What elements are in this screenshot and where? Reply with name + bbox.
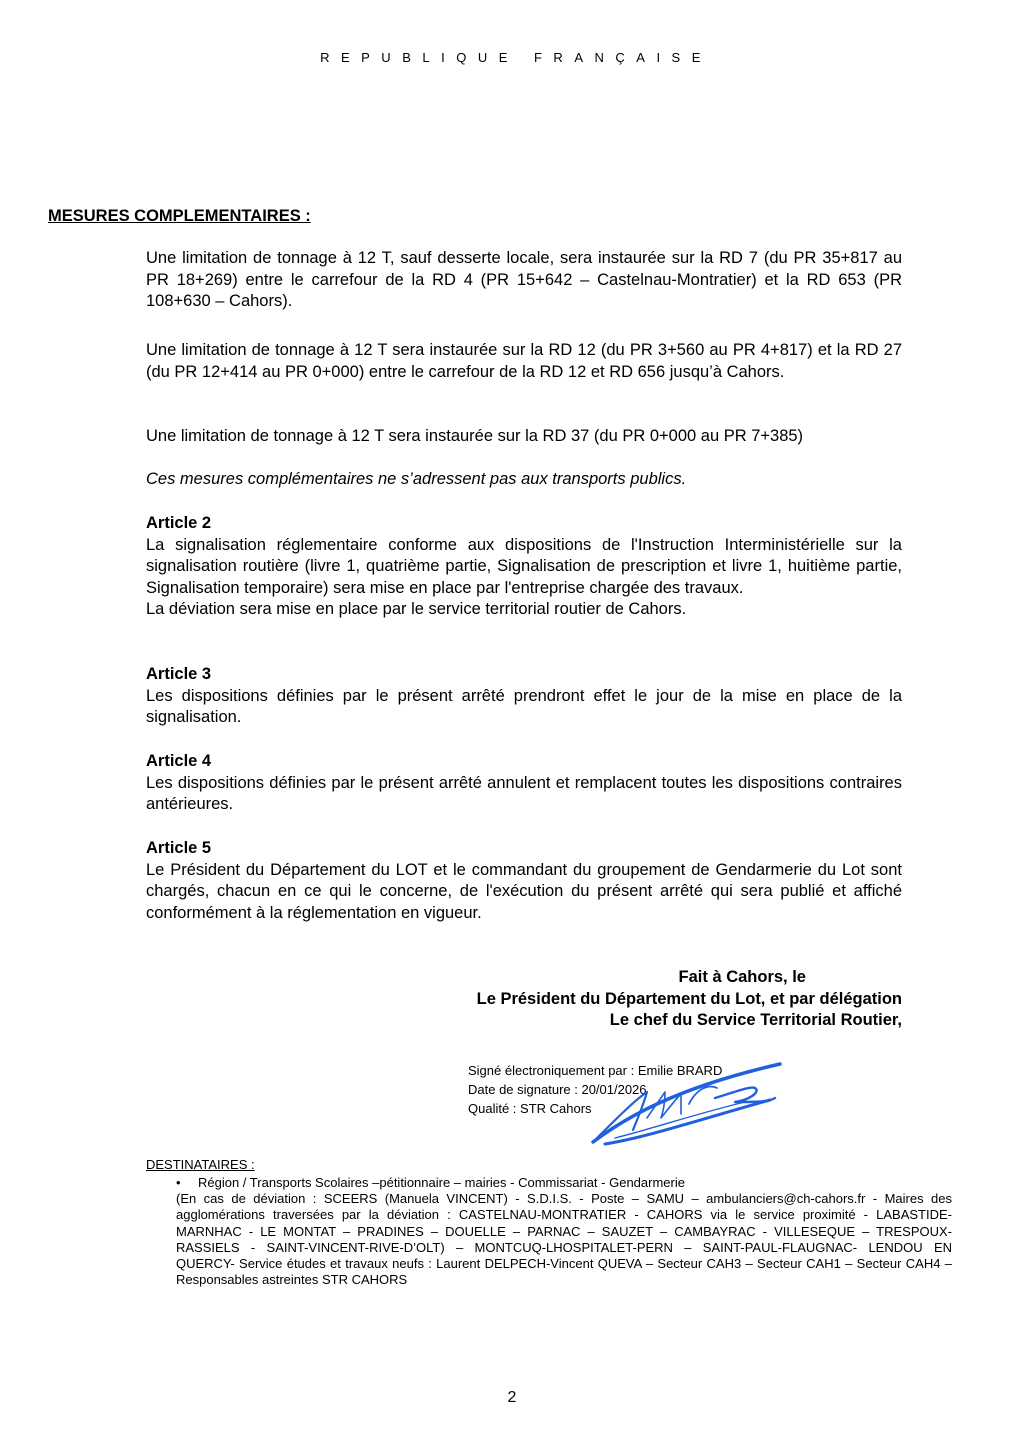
article-title: Article 3 [146, 665, 212, 683]
signature-block [380, 967, 902, 1032]
measure-text: Une limitation de tonnage à 12 T, sauf desserte locale, sera instaurée sur la RD 7 (du PR 35+817 au PR 18+269) entre le carrefour de la RD 4 (PR 15+642 – Castelnau-Montratier) et la RD 653 (PR 108+630 – Cahors). [146, 249, 902, 310]
article-paragraph: La déviation sera mise en place par le service territorial routier de Cahors. [146, 600, 687, 618]
measures-note: Ces mesures complémentaires ne s’adressent pas aux transports publics. [146, 470, 687, 488]
measure-text: Une limitation de tonnage à 12 T sera instaurée sur la RD 12 (du PR 3+560 au PR 4+817) et la RD 27 (du PR 12+414 au PR 0+000) entre le carrefour de la RD 12 et RD 656 jusqu’à Cahors. [146, 341, 902, 381]
article-title: Article 4 [146, 752, 212, 770]
recipients-details: (En cas de déviation : SCEERS (Manuela VINCENT) - S.D.I.S. - Poste – SAMU – ambulanciers@ch-cahors.fr - Maires des agglomérations traversées par la déviation : CASTELNAU-MONTRATIER - CAHORS via le service proximité - LABASTIDE-MARNHAC - LE MONTAT – PRADINES – DOUELLE – PARNAC – SAUZET – CAMBAYRAC - VILLESEQUE – TRESPOUX-RASSIELS - SAINT-VINCENT-RIVE-D’OLT) – MONTCUQ-LHOSPITALET-PERN – SAINT-PAUL-FLAUGNAC- LENDOU EN QUERCY- Service études et travaux neufs : Laurent DELPECH-Vincent QUEVA – Secteur CAH3 – Secteur CAH1 – Secteur CAH4 – Responsables astreintes STR CAHORS [176, 1191, 952, 1288]
signature-date: Date de signature : 20/01/2026 [468, 1082, 647, 1097]
article-paragraph: Le Président du Département du LOT et le commandant du groupement de Gendarmerie du Lot sont chargés, chacun en ce qui le concerne, de l'exécution du présent arrêté qui sera publié et affiché conformément à la réglementation en vigueur. [146, 860, 902, 922]
document-header-republique-francaise: REPUBLIQUE FRANÇAISE [320, 50, 712, 65]
section-title-mesures-complementaires: MESURES COMPLEMENTAIRES : [48, 207, 311, 225]
measure-paragraph-rd12-rd27 [146, 340, 902, 383]
measure-paragraph-rd7 [146, 248, 902, 313]
signature-quality: Qualité : STR Cahors [468, 1101, 592, 1116]
recipients-list [176, 1175, 952, 1288]
page-number: 2 [507, 1389, 517, 1406]
article-paragraph: Les dispositions définies par le présent arrêté annulent et remplacent toutes les dispositions contraires antérieures. [146, 773, 902, 813]
bullet-icon: • [176, 1175, 181, 1190]
signature-role: Le chef du Service Territorial Routier, [609, 1011, 902, 1029]
article-title: Article 5 [146, 839, 212, 857]
signature-place-date: Fait à Cahors, le [678, 968, 806, 986]
article-paragraph: La signalisation réglementaire conforme aux dispositions de l'Instruction Interministérielle sur la signalisation routière (livre 1, quatrième partie, Signalisation de prescription et livre 1, huitième partie, Signalisation temporaire) sera mise en place par l'entreprise chargée des travaux. [146, 535, 902, 597]
recipients-title: DESTINATAIRES : [146, 1157, 255, 1172]
article-paragraph: Les dispositions définies par le présent arrêté prendront effet le jour de la mise en place de la signalisation. [146, 686, 902, 726]
article-3 [146, 664, 902, 729]
article-5 [146, 838, 902, 924]
recipients-primary: Région / Transports Scolaires –pétitionnaire – mairies - Commissariat - Gendarmerie [198, 1175, 685, 1190]
signed-by: Signé électroniquement par : Emilie BRARD [468, 1063, 723, 1078]
article-title: Article 2 [146, 514, 212, 532]
signature-authority: Le Président du Département du Lot, et par délégation [476, 989, 902, 1008]
measure-text: Une limitation de tonnage à 12 T sera instaurée sur la RD 37 (du PR 0+000 au PR 7+385) [146, 427, 804, 445]
recipients-bullet-item [176, 1175, 952, 1191]
handwritten-signature-icon [585, 1058, 785, 1150]
article-4 [146, 751, 902, 816]
measure-paragraph-rd37 [146, 426, 902, 448]
article-2 [146, 513, 902, 621]
